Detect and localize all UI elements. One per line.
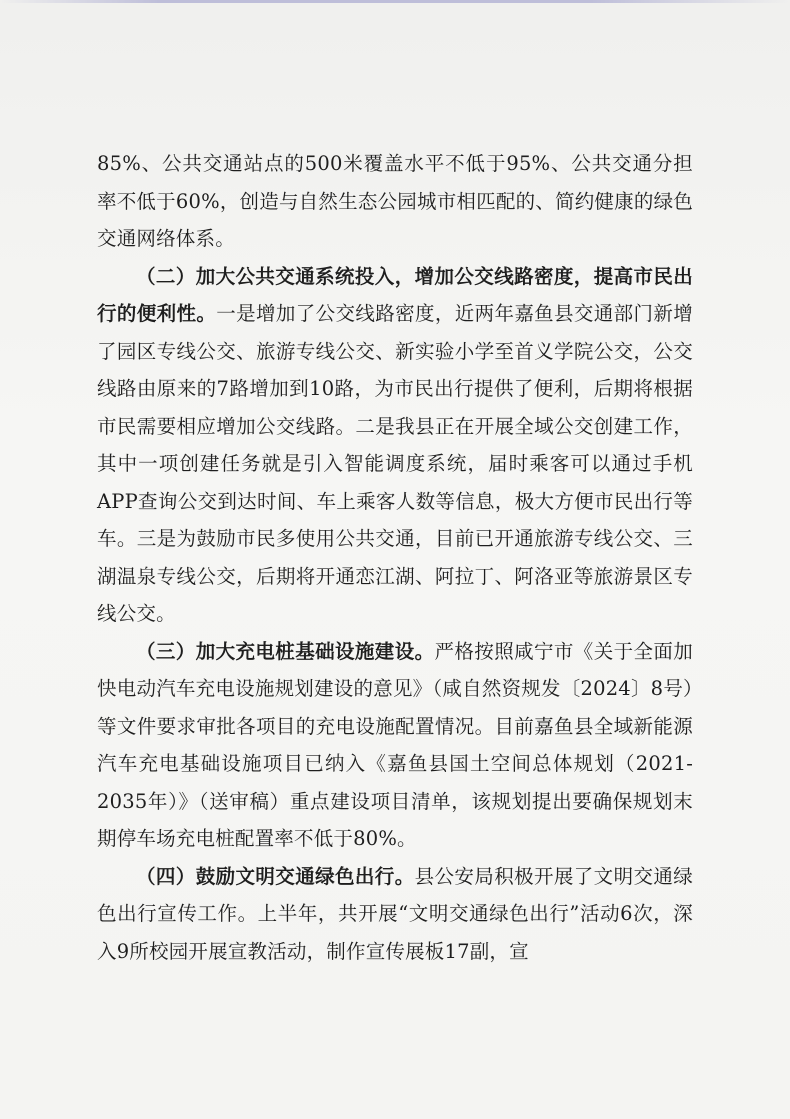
paragraph-text: 县公安局积极开展了文明交通绿色出行宣传工作。上半年，共开展“文明交通绿色出行”活动6次，深入9所校园开展宣教活动，制作宣传展板17副，宣 [97,864,693,963]
paragraph-text: 严格按照咸宁市《关于全面加快电动汽车充电设施规划建设的意见》（咸自然资规发〔2024〕8号）等文件要求审批各项目的充电设施配置情况。目前嘉鱼县全域新能源汽车充电基础设施项目已纳入《嘉鱼县国土空间总体规划（2021-2035年）》（送审稿）重点建设项目清单，该规划提出要确保规划末期停车场充电桩配置率不低于80%。 [97,639,693,850]
paragraph-continuation [97,145,693,258]
document-body [97,145,693,970]
paragraph-text: 85%、公共交通站点的500米覆盖水平不低于95%、公共交通分担率不低于60%，创造与自然生态公园城市相匹配的、简约健康的绿色交通网络体系。 [97,152,693,250]
paragraph-green-travel [97,858,693,971]
top-edge-rule [0,0,790,3]
paragraph-charging-infrastructure [97,633,693,858]
paragraph-public-transport [97,258,693,633]
paragraph-lead: （二）加大公共交通系统投入，增加公交线路密度，提高市民出行的便利性。 [97,264,693,325]
paragraph-text: 一是增加了公交线路密度，近两年嘉鱼县交通部门新增了园区专线公交、旅游专线公交、新实验小学至首义学院公交，公交线路由原来的7路增加到10路，为市民出行提供了便利，后期将根据市民需要相应增加公交线路。二是我县正在开展全域公交创建工作，其中一项创建任务就是引入智能调度系统，届时乘客可以通过手机APP查询公交到达时间、车上乘客人数等信息，极大方便市民出行等车。三是为鼓励市民多使用公共交通，目前已开通旅游专线公交、三湖温泉专线公交，后期将开通恋江湖、阿拉丁、阿洛亚等旅游景区专线公交。 [97,302,693,625]
paragraph-lead: （三）加大充电桩基础设施建设。 [136,639,435,663]
paragraph-lead: （四）鼓励文明交通绿色出行。 [136,864,415,888]
